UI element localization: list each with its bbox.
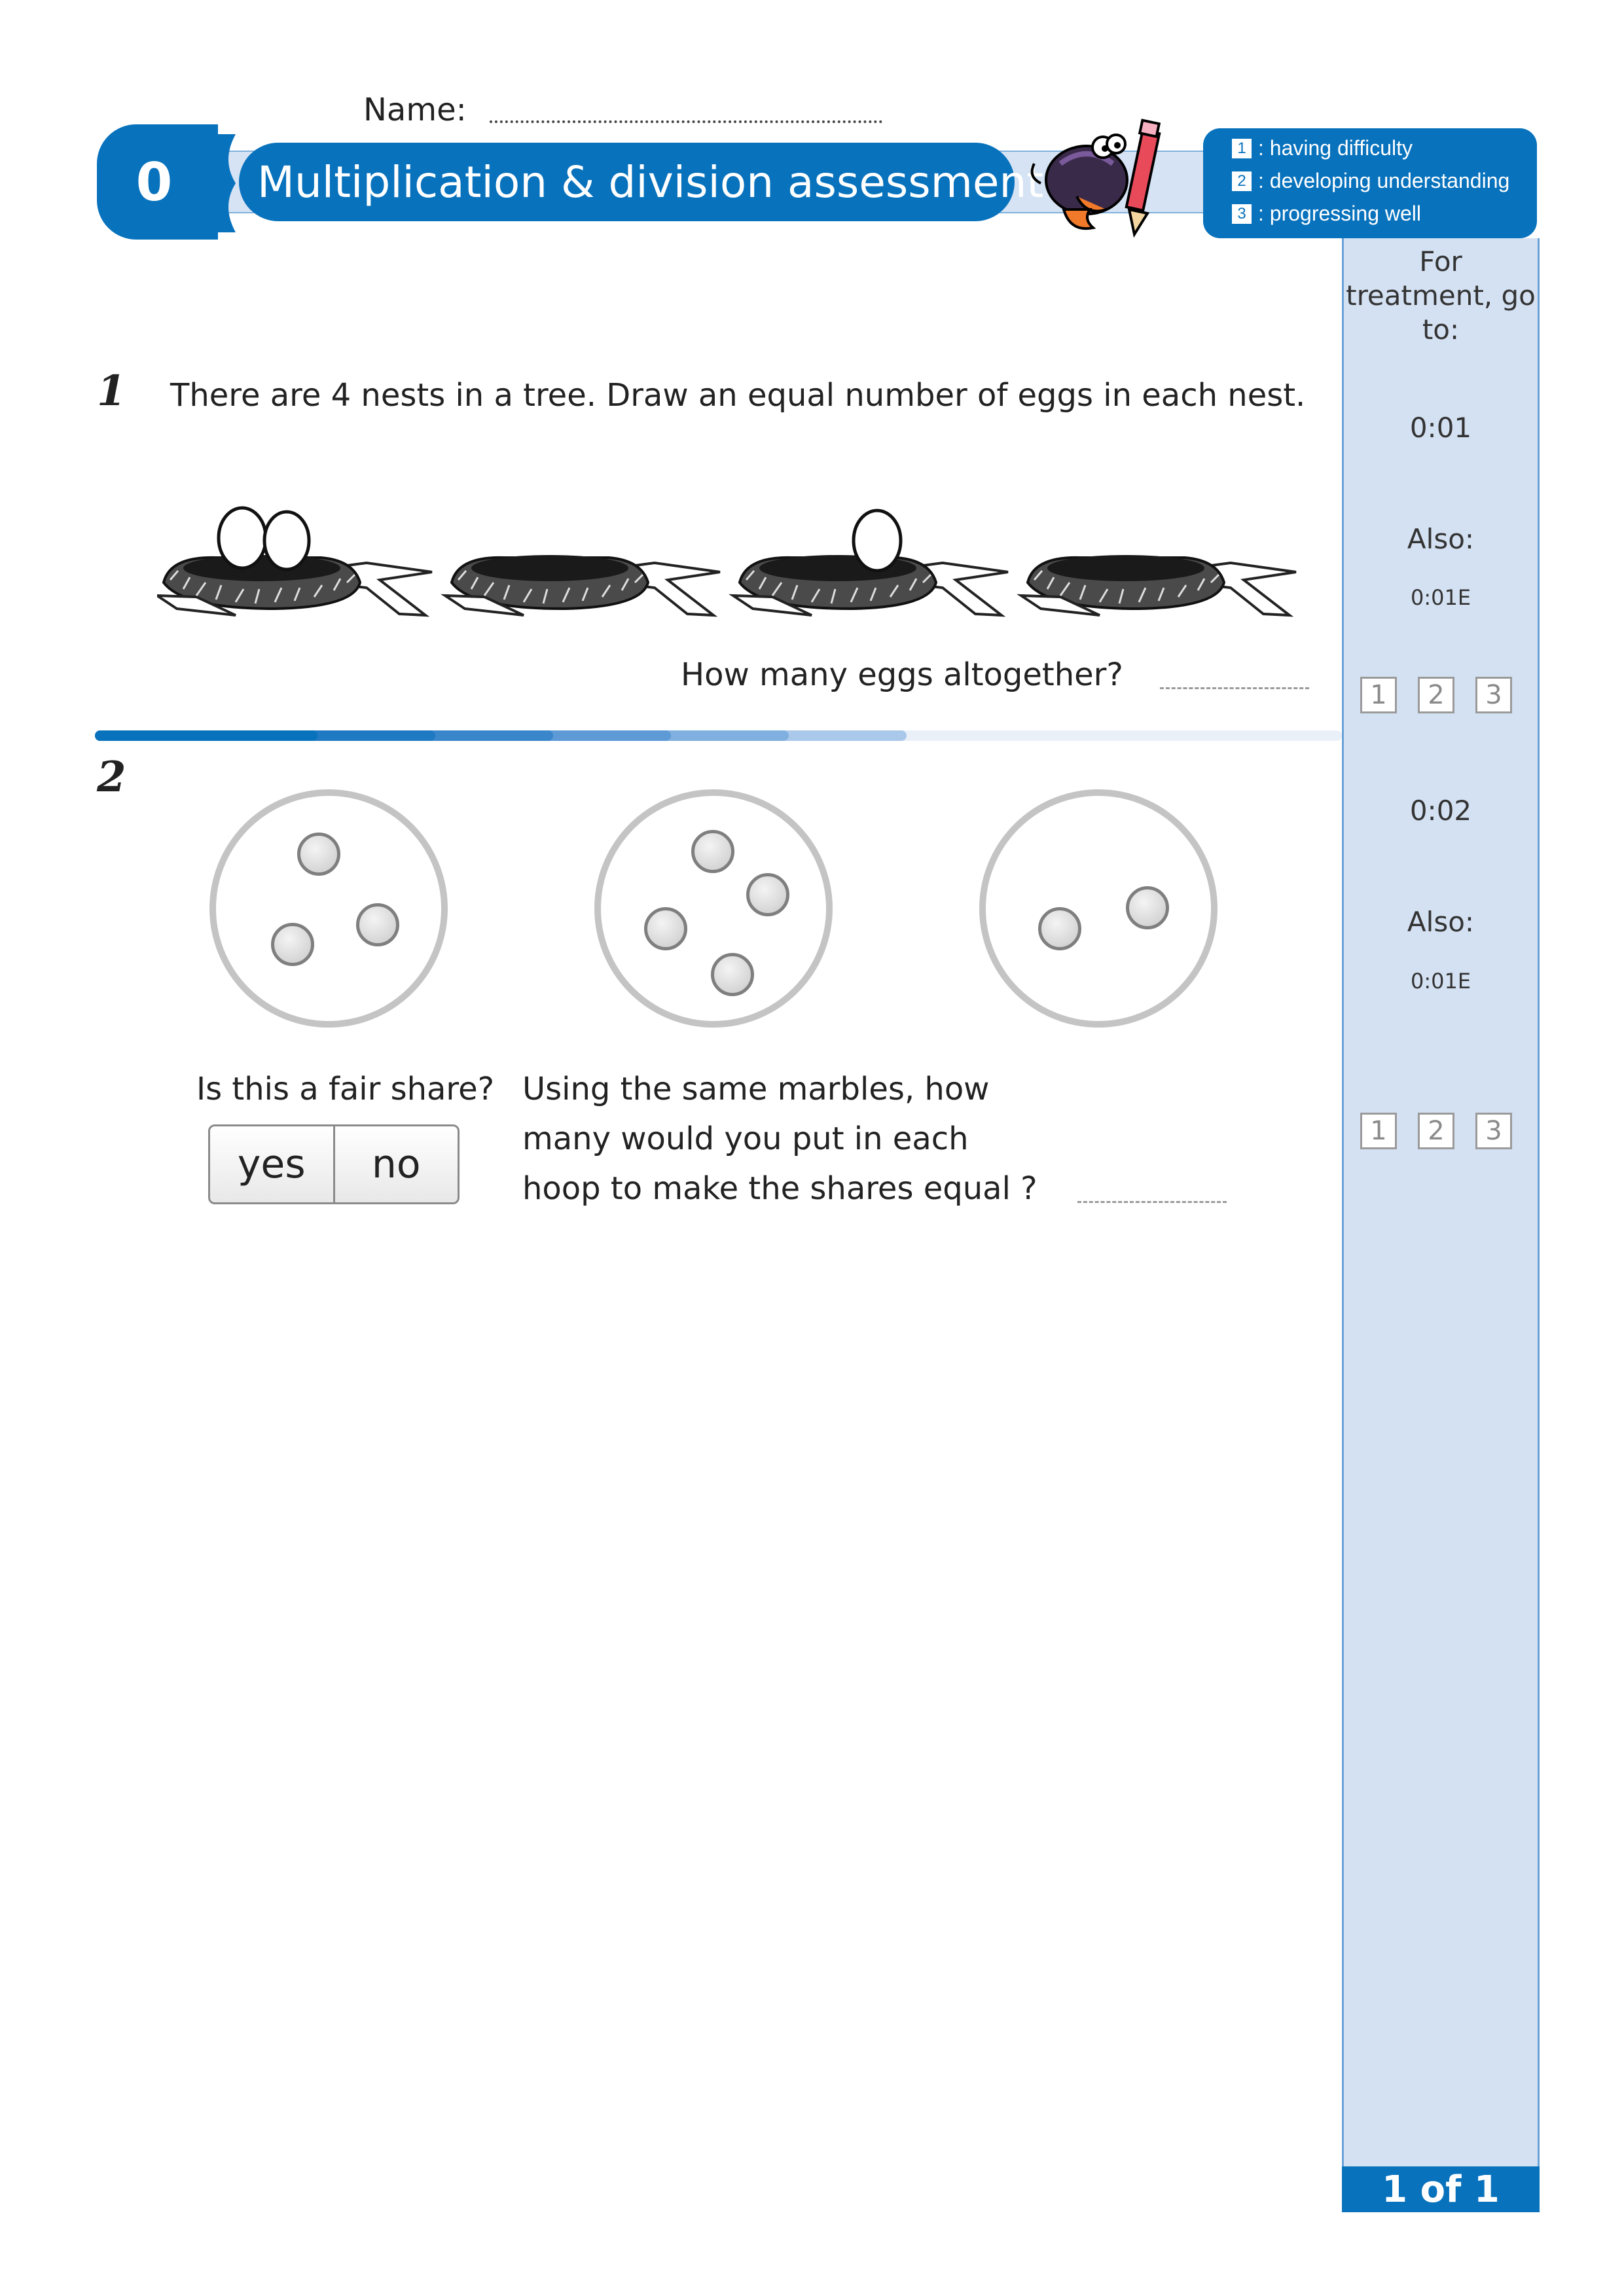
q2-score-boxes bbox=[1360, 1113, 1512, 1149]
score-box-1[interactable]: 1 bbox=[1360, 677, 1397, 713]
q1-goto: 0:01 bbox=[1409, 412, 1472, 444]
marble bbox=[271, 923, 314, 966]
nest-1[interactable] bbox=[157, 508, 432, 615]
equal-share-line-2: many would you put in each bbox=[522, 1121, 969, 1157]
hermit-crab-mascot-icon bbox=[1024, 118, 1175, 242]
marble bbox=[711, 953, 754, 996]
hoop-2 bbox=[594, 789, 833, 1028]
page-title: Multiplication & division assessment bbox=[239, 143, 1015, 221]
nest-2[interactable] bbox=[445, 555, 720, 615]
q1-also: 0:01E bbox=[1410, 585, 1471, 610]
no-button[interactable]: no bbox=[371, 1141, 421, 1187]
fair-share-question: Is this a fair share? bbox=[196, 1071, 495, 1107]
legend-item bbox=[1232, 202, 1421, 226]
q1-also-label: Also: bbox=[1407, 523, 1475, 555]
section-divider bbox=[95, 728, 1342, 744]
question-1-number: 1 bbox=[97, 367, 126, 416]
question-2-number: 2 bbox=[97, 753, 126, 802]
score-box-2[interactable]: 2 bbox=[1418, 677, 1454, 713]
name-field[interactable] bbox=[490, 120, 882, 123]
marble bbox=[1126, 886, 1169, 929]
equal-share-answer[interactable] bbox=[1077, 1201, 1227, 1203]
q2-goto: 0:02 bbox=[1409, 795, 1472, 827]
equal-share-line-1: Using the same marbles, how bbox=[522, 1071, 990, 1107]
yes-no-toggle[interactable] bbox=[208, 1124, 460, 1204]
marble bbox=[356, 903, 399, 946]
lesson-number: 0 bbox=[97, 124, 218, 240]
treatment-column bbox=[1342, 238, 1540, 2176]
legend-item bbox=[1232, 169, 1509, 193]
egg bbox=[264, 512, 309, 569]
legend-text: : progressing well bbox=[1258, 202, 1421, 225]
score-box-1[interactable]: 1 bbox=[1360, 1113, 1397, 1149]
marble bbox=[691, 830, 734, 873]
score-box-3[interactable]: 3 bbox=[1475, 1113, 1512, 1149]
legend-number: 3 bbox=[1232, 204, 1252, 224]
legend-item bbox=[1232, 136, 1413, 160]
nest-3[interactable] bbox=[733, 511, 1008, 615]
score-box-3[interactable]: 3 bbox=[1475, 677, 1512, 713]
yes-button[interactable]: yes bbox=[210, 1126, 335, 1202]
eggs-total-answer[interactable] bbox=[1160, 687, 1309, 689]
q2-also-label: Also: bbox=[1407, 906, 1475, 938]
marble bbox=[746, 873, 789, 916]
legend-text: : having difficulty bbox=[1258, 136, 1413, 160]
q1-score-boxes bbox=[1360, 677, 1512, 713]
legend-number: 1 bbox=[1232, 139, 1252, 158]
hoop-1 bbox=[209, 789, 448, 1028]
question-1-text: There are 4 nests in a tree. Draw an equal number of eggs in each nest. bbox=[170, 377, 1306, 414]
page-indicator: 1 of 1 bbox=[1342, 2166, 1540, 2212]
nests-illustration bbox=[157, 504, 1322, 635]
marble bbox=[1038, 907, 1081, 950]
legend-text: : developing understanding bbox=[1258, 169, 1510, 192]
marble bbox=[297, 833, 340, 876]
equal-share-line-3: hoop to make the shares equal ? bbox=[522, 1170, 1038, 1207]
egg bbox=[854, 511, 901, 571]
score-box-2[interactable]: 2 bbox=[1418, 1113, 1454, 1149]
name-label: Name: bbox=[363, 92, 467, 128]
egg bbox=[219, 508, 266, 568]
legend-number: 2 bbox=[1232, 171, 1252, 191]
eggs-total-prompt: How many eggs altogether? bbox=[681, 656, 1123, 693]
q2-also: 0:01E bbox=[1410, 969, 1471, 994]
legend-box bbox=[1203, 128, 1537, 238]
nest-4[interactable] bbox=[1021, 555, 1296, 615]
marble bbox=[644, 907, 687, 950]
hoop-3 bbox=[979, 789, 1218, 1028]
treatment-label: For treatment, go to: bbox=[1346, 245, 1536, 346]
